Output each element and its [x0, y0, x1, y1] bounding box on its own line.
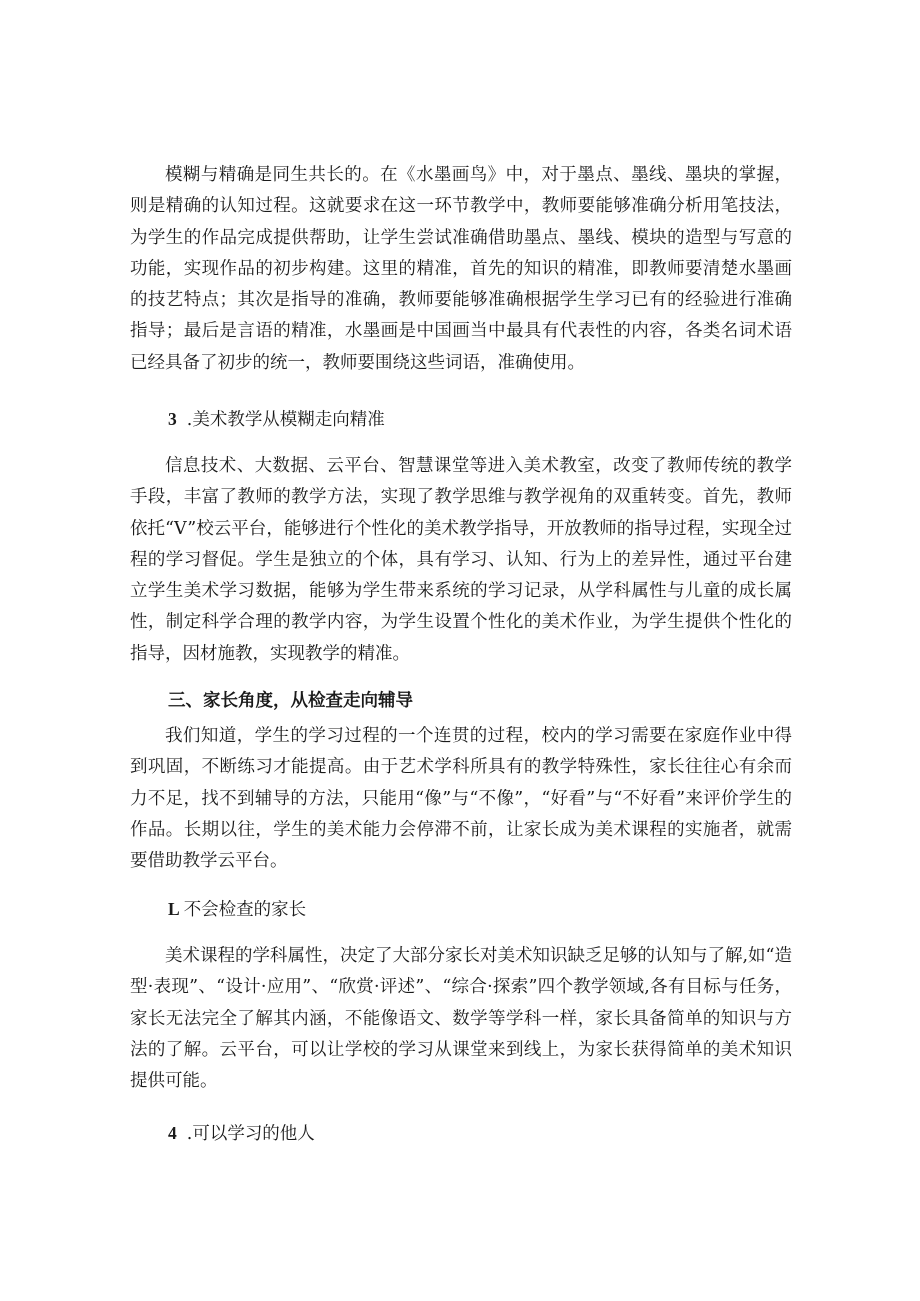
- subheading-text: .可以学习的他人: [186, 1124, 315, 1144]
- subheading-number: 4: [168, 1123, 177, 1143]
- heading-block-4: [130, 1118, 792, 1150]
- paragraph-block-2: [130, 451, 792, 670]
- subheading-parents-check: [130, 894, 792, 926]
- paragraph-block-1: [130, 160, 792, 379]
- subheading-text: .美术教学从模糊走向精准: [186, 410, 385, 430]
- subheading-art-teaching-precision: [130, 404, 792, 436]
- subheading-number: 3: [168, 409, 177, 429]
- subheading-learn-from-others: [130, 1118, 792, 1150]
- heading-block-2: [130, 686, 792, 717]
- paragraph-block-3: [130, 721, 792, 877]
- heading-block-1: [130, 404, 792, 436]
- paragraph-parents-guidance: 我们知道，学生的学习过程的一个连贯的过程，校内的学习需要在家庭作业中得到巩固，不断练习才能提高。由于艺术学科所具有的教学特殊性，家长往往心有余而力不足，找不到辅导的方法，只能用“像”与“不像”，“好看”与“不好看”来评价学生的作品。长期以往，学生的美术能力会停滞不前，让家长成为美术课程的实施者，就需要借助教学云平台。: [130, 726, 792, 872]
- section-heading-parents: 三、家长角度，从检查走向辅导: [168, 691, 413, 711]
- subheading-number: L: [168, 899, 180, 919]
- paragraph-ink-precision: 模糊与精确是同生共长的。在《水墨画鸟》中，对于墨点、墨线、墨块的掌握，则是精确的认知过程。这就要求在这一环节教学中，教师要能够准确分析用笔技法，为学生的作品完成提供帮助，让学生尝试准确借助墨点、墨线、模块的造型与写意的功能，实现作品的初步构建。这里的精准，首先的知识的精准，即教师要清楚水墨画的技艺特点；其次是指导的准确，教师要能够准确根据学生学习已有的经验进行准确指导；最后是言语的精准，水墨画是中国画当中最具有代表性的内容，各类名词术语已经具备了初步的统一，教师要围绕这些词语，准确使用。: [130, 165, 792, 373]
- subheading-text: 不会检查的家长: [183, 900, 307, 920]
- paragraph-block-4: [130, 941, 792, 1097]
- paragraph-art-curriculum: 美术课程的学科属性，决定了大部分家长对美术知识缺乏足够的认知与了解,如“造型·表现”、“设计·应用”、“欣赏·评述”、“综合·探索”四个教学领域,各有目标与任务，家长无法完全了解其内涵，不能像语文、数学等学科一样，家长具备简单的知识与方法的了解。云平台，可以让学校的学习从课堂来到线上，为家长获得简单的美术知识提供可能。: [130, 946, 793, 1092]
- paragraph-cloud-platform: 信息技术、大数据、云平台、智慧课堂等进入美术教室，改变了教师传统的教学手段，丰富了教师的教学方法，实现了教学思维与教学视角的双重转变。首先，教师依托“V”校云平台，能够进行个性化的美术教学指导，开放教师的指导过程，实现全过程的学习督促。学生是独立的个体，具有学习、认知、行为上的差异性，通过平台建立学生美术学习数据，能够为学生带来系统的学习记录，从学科属性与儿童的成长属性，制定科学合理的教学内容，为学生设置个性化的美术作业，为学生提供个性化的指导，因材施教，实现教学的精准。: [130, 456, 792, 664]
- heading-block-3: [130, 894, 792, 926]
